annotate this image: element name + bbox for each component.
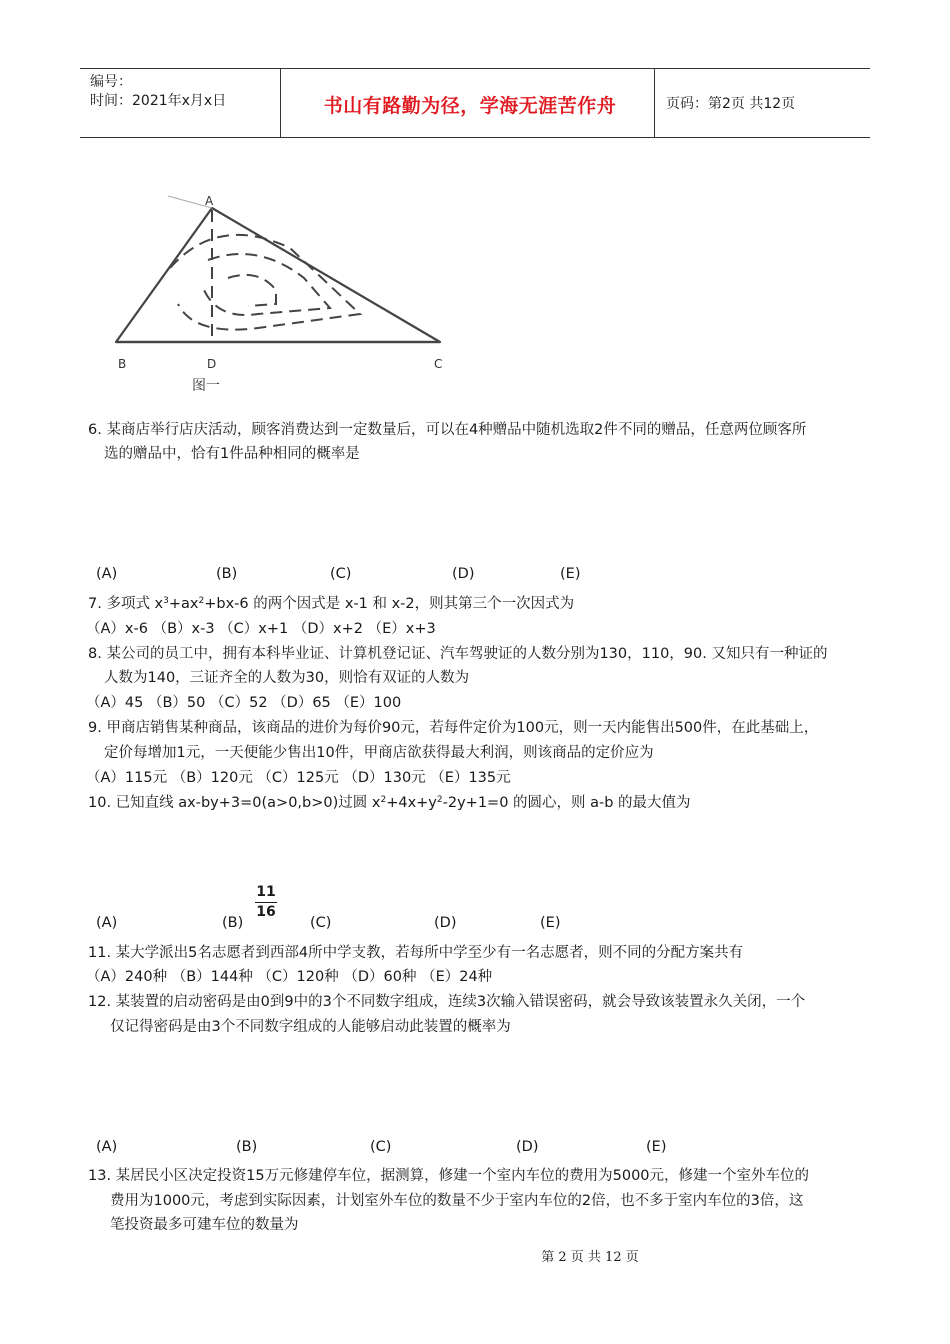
number-label: 编号：	[90, 74, 132, 90]
q12-text-line2: 仅记得密码是由3个不同数字组成的人能够启动此装置的概率为	[110, 1019, 511, 1035]
q10-post: -2y+1=0 的圆心，则 a-b 的最大值为	[442, 795, 691, 811]
q7-sup1: 3	[163, 596, 169, 606]
q6-option-c: (C)	[330, 566, 352, 582]
q6-option-e: (E)	[560, 566, 581, 582]
q12-text-line1: 12. 某装置的启动密码是由0到9中的3个不同数字组成，连续3次输入错误密码，就会导致该装置永久关闭，一个	[88, 994, 806, 1010]
q10-pre: 10. 已知直线 ax-by+3=0(a>0,b>0)过圆 x	[88, 795, 381, 811]
date-label: 时间：2021年x月x日	[90, 93, 227, 109]
triangle-figure	[108, 186, 458, 401]
q10-option-a: (A)	[96, 915, 118, 931]
q7-post: +bx-6 的两个因式是 x-1 和 x-2，则其第三个一次因式为	[204, 596, 575, 612]
q9-text-line1: 9. 甲商店销售某种商品，该商品的进价为每价90元，若每件定价为100元，则一天内能售出500件，在此基础上，	[88, 720, 819, 736]
q10-text	[88, 793, 691, 813]
q13-text-line2: 费用为1000元，考虑到实际因素，计划室外车位的数量不少于室内车位的2倍，也不多于室内车位的3倍，这	[110, 1193, 804, 1209]
q7-mid: +ax	[168, 596, 199, 612]
q7-text	[88, 594, 574, 614]
q8-options: （A）45 （B）50 （C）52 （D）65 （E）100	[86, 695, 402, 711]
q12-option-b: (B)	[236, 1139, 258, 1155]
q10-option-b: (B)	[222, 915, 244, 931]
header-divider	[280, 69, 281, 137]
figure-caption: 图一	[192, 378, 220, 394]
vertex-label-b: B	[118, 357, 127, 371]
contour-inner	[228, 275, 276, 306]
fraction-numerator: 11	[256, 884, 276, 900]
triangle-outline	[116, 208, 440, 342]
q10-option-c: (C)	[310, 915, 332, 931]
q8-text-line2: 人数为140，三证齐全的人数为30，则恰有双证的人数为	[104, 670, 470, 686]
q12-option-d: (D)	[516, 1139, 539, 1155]
q10-sup1: 2	[380, 795, 387, 805]
q10-option-b-fraction	[254, 884, 278, 921]
q6-option-a: (A)	[96, 566, 118, 582]
q9-text-line2: 定价每增加1元，一天便能少售出10件，甲商店欲获得最大利润，则该商品的定价应为	[104, 745, 654, 761]
q13-text-line1: 13. 某居民小区决定投资15万元修建停车位，据测算，修建一个室内车位的费用为5000元，修建一个室外车位的	[88, 1168, 810, 1184]
vertex-label-a: A	[205, 194, 214, 208]
q7-options: （A）x-6 （B）x-3 （C）x+1 （D）x+2 （E）x+3	[86, 621, 436, 637]
page-footer: 第 2 页 共 12 页	[541, 1250, 639, 1265]
q12-option-a: (A)	[96, 1139, 118, 1155]
q10-option-e: (E)	[540, 915, 561, 931]
q6-option-b: (B)	[216, 566, 238, 582]
q7-sup2: 2	[198, 596, 205, 606]
fraction-denominator: 16	[256, 904, 276, 920]
q10-sup2: 2	[436, 795, 443, 805]
q10-mid: +4x+y	[386, 795, 437, 811]
q11-options: （A）240种 （B）144种 （C）120种 （D）60种 （E）24种	[86, 969, 493, 985]
contour-middle	[204, 254, 330, 315]
header-meta	[90, 73, 226, 111]
vertex-label-d: D	[207, 357, 217, 371]
page-label: 页码：第2页 共12页	[666, 96, 796, 112]
q9-options: （A）115元 （B）120元 （C）125元 （D）130元 （E）135元	[86, 770, 511, 786]
fraction-bar	[255, 902, 277, 903]
contour-outer	[170, 235, 360, 330]
q10-option-d: (D)	[434, 915, 457, 931]
q12-option-c: (C)	[370, 1139, 392, 1155]
vertex-label-c: C	[434, 357, 443, 371]
q7-pre: 7. 多项式 x	[88, 596, 164, 612]
q6-option-d: (D)	[452, 566, 475, 582]
motto: 书山有路勤为径，学海无涯苦作舟	[323, 95, 617, 117]
page-header	[80, 68, 870, 138]
q12-option-e: (E)	[646, 1139, 667, 1155]
q8-text-line1: 8. 某公司的员工中，拥有本科毕业证、计算机登记证、汽车驾驶证的人数分别为130，110，90. 又知只有一种证的	[88, 646, 828, 662]
q13-text-line3: 笔投资最多可建车位的数量为	[110, 1217, 299, 1233]
q6-text-line2: 选的赠品中，恰有1件品种相同的概率是	[104, 446, 360, 462]
q11-text: 11. 某大学派出5名志愿者到西部4所中学支教，若每所中学至少有一名志愿者，则不同的分配方案共有	[88, 945, 744, 961]
q6-text-line1: 6. 某商店举行店庆活动，顾客消费达到一定数量后，可以在4种赠品中随机选取2件不同的赠品，任意两位顾客所	[88, 422, 807, 438]
